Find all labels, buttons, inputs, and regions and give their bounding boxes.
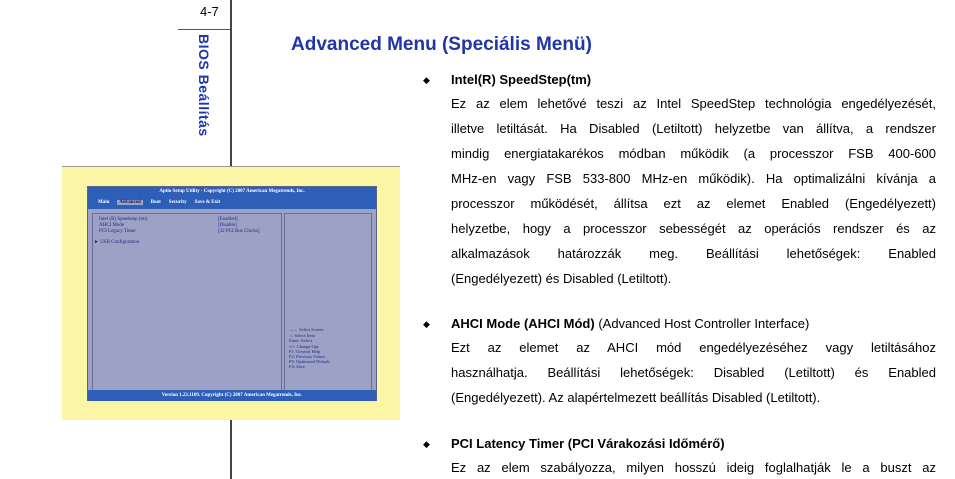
item-heading: Intel(R) SpeedStep(tm) (451, 72, 592, 87)
bios-row-label: Intel (R) Speedstep (tm) (99, 217, 148, 222)
bios-settings-panel (92, 213, 282, 393)
side-title-text: BIOS Beállítás (196, 34, 212, 137)
bullet-icon: ◆ (423, 75, 430, 85)
bios-tab-advanced: Advanced (119, 200, 141, 205)
header-rule (178, 29, 231, 30)
bios-row-value: [Enabled] (218, 217, 238, 222)
bios-tab-security: Security (168, 200, 187, 205)
bios-help-line: ↑↓ Select Item (289, 333, 315, 338)
bios-footer: Version 1.23.1109. Copyright (C) 2007 American Megatrends, Inc. (161, 393, 303, 398)
bios-help-line: F4: Save (289, 364, 305, 369)
bios-row-label: AHCI Mode (99, 223, 125, 228)
item-line: (Engedélyezett) és Disabled (Letiltott). (451, 271, 672, 286)
bullet-icon: ◆ (423, 439, 430, 449)
bios-help-line: Enter: Select (289, 338, 313, 343)
bios-help-panel (284, 213, 372, 393)
item-line: MHz-en vagy FSB 533-800 MHz-en működik). Ha optimalizálni kívánja a (451, 171, 936, 186)
bios-help-line: F2: Previous Values (289, 354, 325, 359)
bios-tab-boot: Boot (150, 200, 161, 205)
bios-submenu: ► USB Configuration (94, 240, 140, 245)
bios-title: Aptio Setup Utility - Copyright (C) 2007 American Megatrends, Inc. (159, 189, 305, 194)
bios-footer-bar (88, 390, 376, 401)
item-line: alkalmazások határozzák meg. Beállítási lehetőségek: Enabled (451, 246, 936, 261)
page-title: Advanced Menu (Speciális Menü) (291, 34, 592, 55)
item-line: (Engedélyezett). Az alapértelmezett beállítás Disabled (Letiltott). (451, 390, 821, 405)
bios-help-line: +/-: Change Opt. (289, 344, 320, 349)
item-line: processzor működését, állítsa ezt az elemet Enabled (Engedélyezett) (451, 196, 936, 211)
bios-tab-bar (98, 200, 228, 205)
bios-help-line: F9: Optimized Default (289, 359, 330, 364)
item-heading: PCI Latency Timer (PCI Várakozási Időmérő) (451, 436, 725, 451)
bullet-icon: ◆ (423, 319, 430, 329)
item-line: használhatja. Beállítási lehetőségek: Disabled (Letiltott) és Enabled (451, 365, 936, 380)
bios-tab-main: Main (98, 200, 110, 205)
item-line: Ezt az elemet az AHCI mód engedélyezéséhez vagy letiltásához (451, 340, 936, 355)
side-title (196, 34, 218, 154)
item-heading: AHCI Mode (AHCI Mód) (Advanced Host Controller Interface) (451, 316, 810, 331)
bios-help-line: →← Select Screen (289, 327, 324, 332)
bios-header-bar (88, 187, 376, 209)
bios-screen (87, 186, 377, 401)
page-number: 4-7 (200, 4, 219, 19)
bios-tab-save-exit: Save & Exit (194, 200, 221, 205)
item-line: Ez az elem szabályozza, milyen hosszú ideig foglalhatják le a buszt az (451, 460, 936, 475)
bios-row-label: PCI Legacy Timer (99, 229, 136, 234)
bios-help-line: F1: General Help (289, 349, 321, 354)
bios-row-value: [Disable] (218, 223, 237, 228)
figure-rule (62, 166, 400, 167)
item-line: Ez az elem lehetővé teszi az Intel SpeedStep technológia engedélyezését, (451, 96, 936, 111)
item-line: helyzetbe, hogy a processzor sebességét az operációs rendszer és az (451, 221, 936, 236)
bios-row-value: [32 PCI Bus Clocks] (218, 229, 260, 234)
item-line: mindig energiatakarékos módban működik (a processzor FSB 400-600 (451, 146, 936, 161)
item-line: illetve letiltását. Ha Disabled (Letiltott) helyzetbe van állítva, a rendszer (451, 121, 936, 136)
